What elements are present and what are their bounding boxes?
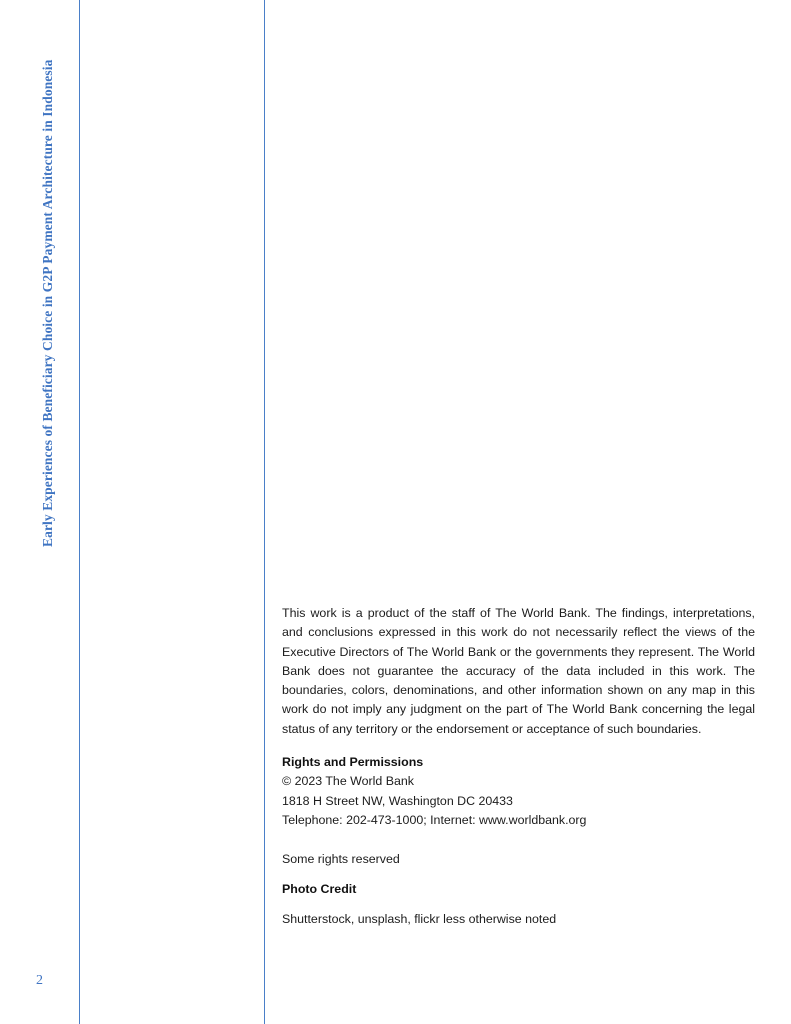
photo-credit-text: Shutterstock, unsplash, flickr less otherwise noted [282,911,557,926]
copyright-line: © 2023 The World Bank [282,774,414,789]
running-title: Early Experiences of Beneficiary Choice in G2P Payment Architecture in Indonesia [40,59,55,547]
photo-credit-heading: Photo Credit [282,881,357,896]
rights-reserved-line: Some rights reserved [282,852,400,867]
column-divider-rule [264,0,265,1024]
copyright-page-content [282,604,755,929]
contact-line: Telephone: 202-473-1000; Internet: www.worldbank.org [282,812,587,827]
page-number: 2 [36,973,43,988]
left-margin-rule [79,0,80,1024]
disclaimer-paragraph: This work is a product of the staff of The World Bank. The findings, interpretations, and conclusions expressed in this work do not necessarily reflect the views of the Executive Directors of The World Bank or the governments they represent. The World Bank does not guarantee the accuracy of the data included in this work. The boundaries, colors, denominations, and other information shown on any map in this work do not imply any judgment on the part of The World Bank concerning the legal status of any territory or the endorsement or acceptance of such boundaries. [282,606,755,736]
rights-heading: Rights and Permissions [282,755,424,770]
rights-section [282,753,755,830]
address-line: 1818 H Street NW, Washington DC 20433 [282,793,513,808]
